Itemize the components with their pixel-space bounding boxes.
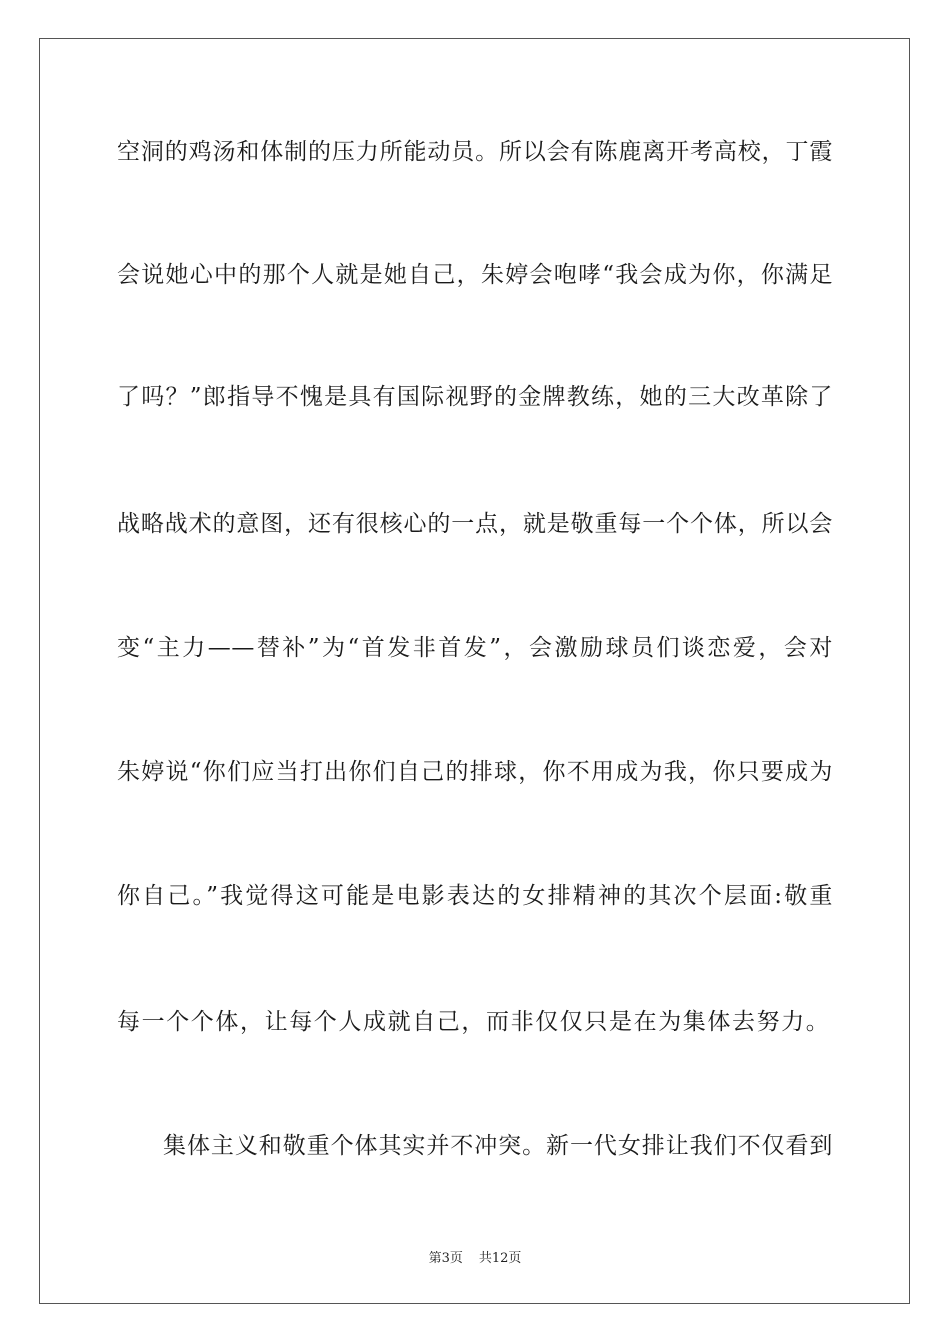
page-total: 共12页 xyxy=(478,1251,522,1266)
text-line: 变“主力——替补”为“首发非首发”，会激励球员们谈恋爱，会对 xyxy=(117,635,833,661)
paragraph-end-line: 每一个个体，让每个人成就自己，而非仅仅只是在为集体去努力。 xyxy=(117,1009,831,1035)
page-border xyxy=(39,38,910,1304)
page-footer xyxy=(0,1247,950,1266)
text-line: 朱婷说“你们应当打出你们自己的排球，你不用成为我，你只要成为 xyxy=(117,759,833,785)
text-line: 会说她心中的那个人就是她自己，朱婷会咆哮“我会成为你，你满足 xyxy=(117,262,833,288)
paragraph-start-line: 集体主义和敬重个体其实并不冲突。新一代女排让我们不仅看到 xyxy=(163,1133,833,1159)
text-line: 空洞的鸡汤和体制的压力所能动员。所以会有陈鹿离开考高校，丁霞 xyxy=(117,139,833,165)
page-number: 第3页 xyxy=(428,1251,463,1266)
text-line: 你自己。”我觉得这可能是电影表达的女排精神的其次个层面:敬重 xyxy=(117,883,833,909)
text-line: 战略战术的意图，还有很核心的一点，就是敬重每一个个体，所以会 xyxy=(117,511,833,537)
text-line: 了吗？”郎指导不愧是具有国际视野的金牌教练，她的三大改革除了 xyxy=(117,384,833,410)
